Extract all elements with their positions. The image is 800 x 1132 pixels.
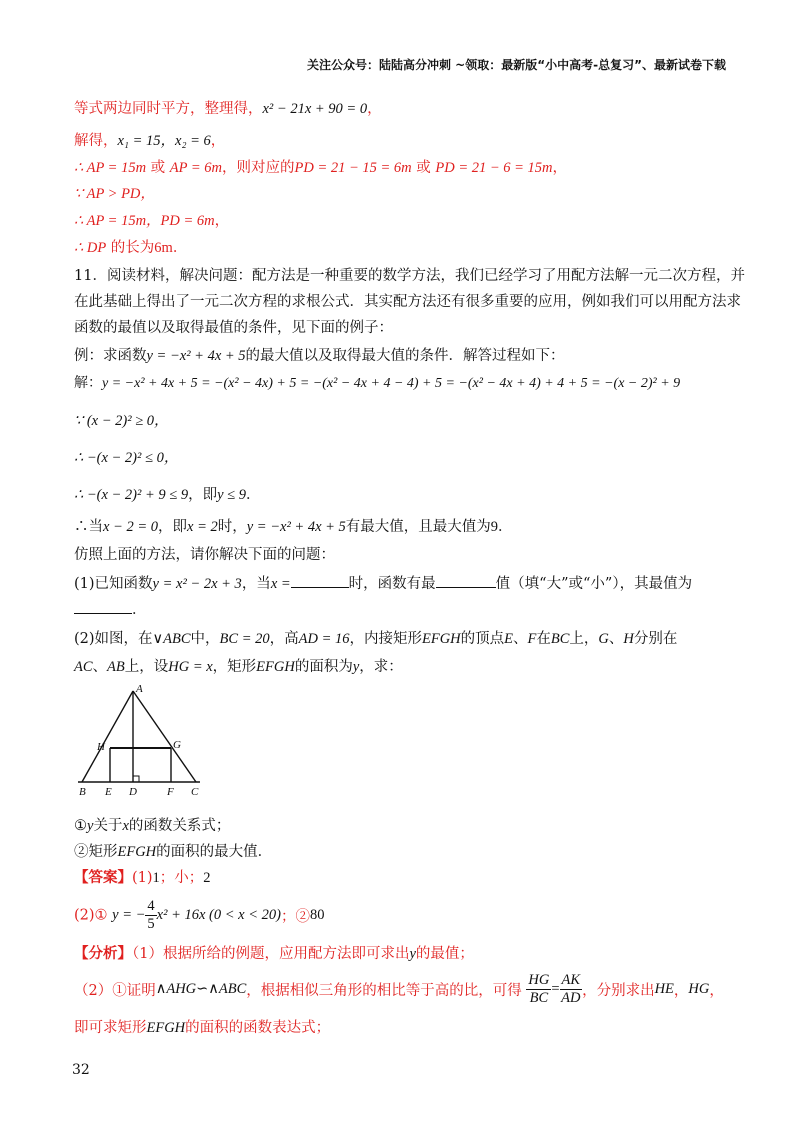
prev-line-3-c: ，则对应的 bbox=[221, 160, 295, 176]
sub1-c: 关于 bbox=[93, 818, 123, 834]
prev-line-6-c: 6m bbox=[154, 240, 173, 256]
q2-l1-f: AD = 16 bbox=[298, 631, 350, 647]
step-4 bbox=[74, 515, 513, 536]
example-suffix: 的最大值以及取得最大值的条件．解答过程如下： bbox=[245, 348, 565, 364]
label-f: F bbox=[167, 786, 174, 798]
analysis-1-b: 的最值； bbox=[415, 946, 474, 962]
problem-intro-2: 在此基础上得出了一元二次方程的求根公式．其实配方法还有很多重要的应用，例如我们可以用配方法求 bbox=[74, 294, 741, 310]
analysis-3-a: 即可求矩形 bbox=[74, 1020, 147, 1036]
q2-l2-a: AC bbox=[74, 659, 93, 675]
sub2-a: ②矩形 bbox=[74, 844, 118, 860]
prev-line-1-math: x² − 21x + 90 = 0 bbox=[262, 101, 368, 117]
question-2-line-2 bbox=[74, 655, 403, 676]
prev-line-3-end: ， bbox=[552, 160, 568, 176]
problem-intro-3: 函数的最值以及取得最值的条件，见下面的例子： bbox=[74, 320, 393, 336]
analysis-2-end: ， bbox=[709, 983, 724, 999]
answer-line-2 bbox=[74, 898, 324, 933]
prev-line-5-math: ∴ AP = 15m，PD = 6m bbox=[74, 213, 215, 229]
analysis-2-hg: HG bbox=[688, 981, 710, 997]
q2-l1-r: H bbox=[623, 631, 634, 647]
sub1-e: 的函数关系式； bbox=[128, 818, 231, 834]
ratio-1-numerator: HG bbox=[528, 972, 550, 988]
q2-l2-j: ，求： bbox=[359, 659, 403, 675]
ratio-2-denominator: AD bbox=[561, 990, 581, 1006]
problem-intro-1: 11．阅读材料，解决问题：配方法是一种重要的数学方法，我们已经学习了用配方法解一元二次方程，并 bbox=[74, 268, 745, 284]
prev-line-3-a: ∴ AP = 15m bbox=[74, 160, 147, 176]
solution-derivation: y = −x² + 4x + 5 = −(x² − 4x) + 5 = −(x² − 4x + 4 − 4) + 5 = −(x² − 4x + 4) + 4 + 5 = −(x − 2)² + 9 bbox=[102, 376, 681, 391]
page-number: 32 bbox=[72, 1062, 90, 1078]
label-b: B bbox=[79, 786, 86, 798]
ratio-2-numerator: AK bbox=[561, 972, 581, 988]
page-header: 关注公众号：陆陆高分冲刺 ~领取：最新版“小中高考-总复习”、最新试卷下载 bbox=[307, 58, 726, 72]
analysis-2-similar: ∧AHG∽∧ABC bbox=[155, 981, 247, 997]
q2-l1-o: 上， bbox=[569, 631, 599, 647]
prev-line-3-or1: 或 bbox=[146, 160, 170, 176]
prev-line-1-text: 等式两边同时平方，整理得， bbox=[74, 101, 263, 117]
question-1-function: y = x² − 2x + 3 bbox=[152, 576, 242, 592]
analysis-2-c: ，分别求出 bbox=[582, 983, 655, 999]
answer-2-numerator: 4 bbox=[147, 898, 155, 914]
step-1: ∵ (x − 2)² ≥ 0， bbox=[74, 413, 169, 429]
q2-l2-g: EFGH bbox=[256, 659, 295, 675]
right-angle-mark bbox=[133, 776, 139, 782]
prev-line-3-or2: 或 bbox=[411, 160, 436, 176]
q2-l2-i: y bbox=[352, 659, 360, 675]
question-1-b: ，当 bbox=[241, 576, 271, 592]
question-1-end: ． bbox=[132, 602, 147, 618]
step-4-i: ． bbox=[498, 519, 513, 535]
analysis-1-y: y bbox=[409, 946, 416, 962]
prev-line-5-end: ， bbox=[214, 213, 230, 229]
answer-1-sep: ；小； bbox=[159, 870, 204, 886]
ratio-equals: = bbox=[551, 981, 560, 997]
q2-l1-k: 、 bbox=[513, 631, 528, 647]
analysis-2-he: HE bbox=[654, 981, 674, 997]
answer-2-rest: x² + 16x (0 < x < 20) bbox=[156, 907, 281, 923]
question-1-c: x = bbox=[270, 576, 291, 592]
step-2: ∴ −(x − 2)² ≤ 0， bbox=[74, 450, 179, 466]
answer-2-sep: ；② bbox=[280, 909, 310, 925]
answer-tag: 【答案】 bbox=[74, 869, 132, 886]
label-d: D bbox=[129, 786, 137, 798]
prev-line-6-b: 的长为 bbox=[106, 240, 155, 256]
step-4-e: 时， bbox=[217, 519, 247, 535]
side-ac bbox=[133, 691, 196, 782]
answer-1-prefix: (1) bbox=[132, 870, 153, 886]
solution-prefix: 解： bbox=[74, 375, 102, 391]
answer-1-value-2: 2 bbox=[203, 870, 211, 886]
answer-2-denominator: 5 bbox=[147, 916, 155, 932]
analysis-1-a: （1）根据所给的例题，应用配方法即可求出 bbox=[132, 946, 410, 962]
step-3-c: y ≤ 9 bbox=[217, 487, 247, 503]
question-1-line-2 bbox=[74, 598, 147, 619]
q2-l1-l: F bbox=[527, 631, 537, 647]
q2-l1-c: 中， bbox=[190, 631, 220, 647]
label-c: C bbox=[191, 786, 199, 798]
triangle-figure bbox=[70, 682, 210, 802]
answer-blank-max-min[interactable] bbox=[436, 586, 496, 588]
step-4-f: y = −x² + 4x + 5 bbox=[246, 519, 346, 535]
prev-line-1 bbox=[74, 97, 382, 118]
q2-l2-d: 上，设 bbox=[124, 659, 169, 675]
prev-line-2-math: x₁ = 15，x₂ = 6 bbox=[117, 133, 211, 149]
answer-1-value-1: 1 bbox=[152, 870, 160, 886]
step-3-a: ∴ −(x − 2)² + 9 ≤ 9 bbox=[74, 487, 189, 503]
step-4-c: ，即 bbox=[158, 519, 188, 535]
step-4-b: x − 2 = 0 bbox=[103, 519, 159, 535]
q2-l1-d: BC = 20 bbox=[219, 631, 270, 647]
analysis-2-b: ，根据相似三角形的相比等于高的比，可得 bbox=[246, 983, 522, 999]
q2-l1-g: ，内接矩形 bbox=[349, 631, 422, 647]
prev-line-1-end: ， bbox=[367, 101, 382, 117]
q2-l2-e: HG = x bbox=[168, 659, 213, 675]
question-1-e: 值（填“大”或“小”），其最值为 bbox=[495, 576, 693, 592]
prev-line-6 bbox=[74, 236, 187, 257]
sub1-d: x bbox=[122, 818, 129, 834]
step-3-d: ． bbox=[246, 487, 261, 503]
prev-line-5 bbox=[74, 209, 229, 230]
answer-2-y: y = − bbox=[112, 907, 146, 923]
question-1-line bbox=[74, 572, 692, 593]
answer-2-prefix: (2)① bbox=[74, 907, 108, 924]
q2-l1-e: ，高 bbox=[269, 631, 299, 647]
q2-l2-f: ，矩形 bbox=[212, 659, 257, 675]
solution-line bbox=[74, 372, 680, 392]
prev-line-2-text: 解得， bbox=[74, 133, 118, 149]
question-1-a: (1)已知函数 bbox=[74, 576, 153, 592]
q2-l1-i: 的顶点 bbox=[460, 631, 505, 647]
sub1-b: y bbox=[87, 818, 94, 834]
label-e: E bbox=[105, 786, 112, 798]
sub-question-1 bbox=[74, 814, 230, 835]
ratio-1-denominator: BC bbox=[529, 990, 549, 1006]
prev-line-3-d: PD = 21 − 15 = 6m bbox=[294, 160, 412, 176]
example-line bbox=[74, 344, 565, 365]
q2-l1-j: E bbox=[504, 631, 514, 647]
question-1-d: 时，函数有最 bbox=[348, 576, 436, 592]
q2-l1-s: 分别在 bbox=[633, 631, 678, 647]
analysis-tag: 【分析】 bbox=[74, 945, 132, 962]
imitate-line: 仿照上面的方法，请你解决下面的问题： bbox=[74, 547, 335, 563]
step-4-h: 9 bbox=[490, 519, 499, 535]
answer-2-fraction bbox=[145, 898, 156, 933]
sub1-a: ① bbox=[74, 818, 87, 834]
analysis-2-a: （2）①证明 bbox=[74, 983, 156, 999]
step-4-g: 有最大值，且最大值为 bbox=[345, 519, 491, 535]
analysis-line-3 bbox=[74, 1016, 330, 1037]
prev-line-4: ∵ AP > PD， bbox=[74, 186, 155, 202]
q2-l1-a: (2)如图，在 bbox=[74, 631, 153, 647]
q2-l2-b: 、 bbox=[92, 659, 108, 675]
sub-question-2 bbox=[74, 840, 272, 861]
q2-l1-n: BC bbox=[550, 631, 570, 647]
q2-l1-b: ∨ABC bbox=[152, 631, 191, 647]
sub2-c: 的面积的最大值． bbox=[156, 844, 273, 860]
ratio-hg-bc bbox=[526, 972, 551, 1007]
side-ab bbox=[82, 691, 133, 782]
answer-line-1 bbox=[74, 866, 211, 887]
answer-blank-value[interactable] bbox=[74, 612, 132, 614]
prev-line-3-b: AP = 6m bbox=[169, 160, 222, 176]
answer-blank-x[interactable] bbox=[291, 586, 349, 588]
q2-l1-h: EFGH bbox=[422, 631, 461, 647]
step-3-b: ，即 bbox=[188, 487, 218, 503]
prev-line-2-end: ， bbox=[210, 133, 226, 149]
analysis-3-c: 的面积的函数表达式； bbox=[185, 1020, 331, 1036]
step-3 bbox=[74, 483, 261, 504]
q2-l1-p: G bbox=[598, 631, 609, 647]
analysis-line-2 bbox=[74, 972, 724, 1007]
label-h: H bbox=[97, 741, 105, 753]
label-g: G bbox=[173, 739, 181, 751]
example-prefix: 例：求函数 bbox=[74, 348, 147, 364]
analysis-2-sep: ， bbox=[673, 983, 689, 999]
q2-l1-m: 在 bbox=[536, 631, 551, 647]
q2-l1-q: 、 bbox=[608, 631, 624, 647]
prev-line-3-e: PD = 21 − 6 = 15m bbox=[435, 160, 553, 176]
step-4-d: x = 2 bbox=[187, 519, 218, 535]
example-function: y = −x² + 4x + 5 bbox=[146, 348, 246, 364]
label-a: A bbox=[136, 683, 143, 695]
prev-line-6-end: ． bbox=[172, 240, 188, 256]
question-2-line-1 bbox=[74, 627, 677, 648]
step-4-a: ∴当 bbox=[74, 519, 103, 535]
prev-line-2 bbox=[74, 129, 225, 150]
q2-l2-h: 的面积为 bbox=[294, 659, 353, 675]
q2-l2-c: AB bbox=[107, 659, 125, 675]
analysis-line-1 bbox=[74, 942, 474, 963]
prev-line-6-a: ∴ DP bbox=[74, 240, 107, 256]
answer-2-value: 80 bbox=[309, 907, 325, 923]
sub2-b: EFGH bbox=[117, 844, 157, 860]
ratio-ak-ad bbox=[560, 972, 583, 1007]
analysis-3-b: EFGH bbox=[146, 1020, 186, 1036]
prev-line-3 bbox=[74, 156, 567, 177]
